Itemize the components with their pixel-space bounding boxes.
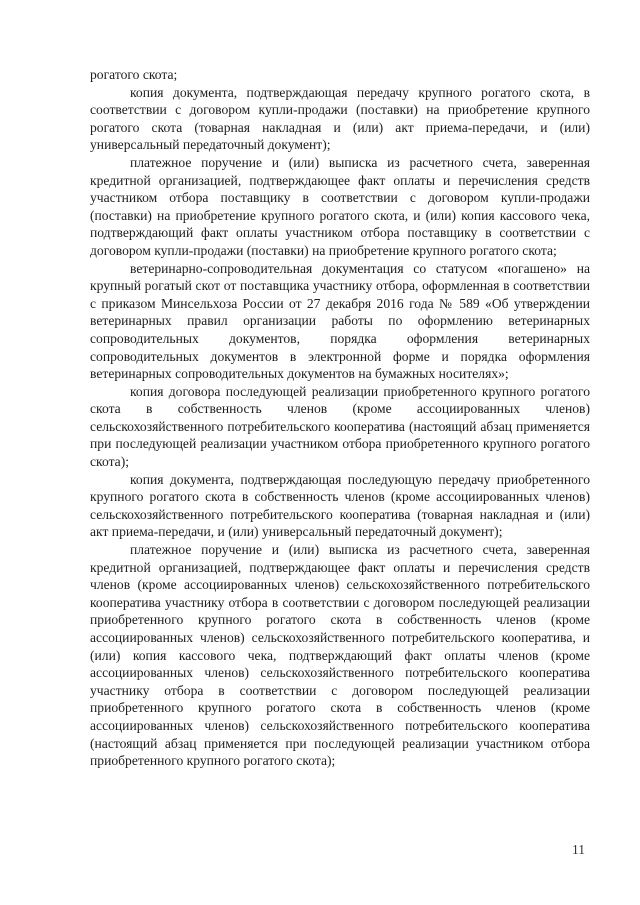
paragraph-resale-transfer: копия документа, подтверждающая последующую передачу приобретенного крупного рогатого скота в собственность членов (кроме ассоциированных членов) сельскохозяйственного потребительского кооператива (товарная накладная и (или) акт приема-передачи, и (или) универсальный передаточный документ); [90, 471, 590, 540]
paragraph-transfer-document: копия документа, подтверждающая передачу крупного рогатого скота, в соответствии с договором купли-продажи (поставки) на приобретение крупного рогатого скота (товарная накладная и (или) акт приема-передачи, и (или) универсальный передаточный документ); [90, 84, 590, 153]
paragraph-veterinary-docs: ветеринарно-сопроводительная документация со статусом «погашено» на крупный рогатый скот от поставщика участнику отбора, оформленная в соответствии с приказом Минсельхоза России от 27 декабря 2016 года № 589 «Об утверждении ветеринарных правил организации работы по оформлению ветеринарных сопроводительных документов, порядка оформления ветеринарных сопроводительных документов в электронной форме и порядка оформления ветеринарных сопроводительных документов на бумажных носителях»; [90, 260, 590, 382]
page-number: 11 [572, 842, 585, 857]
paragraph-resale-contract: копия договора последующей реализации приобретенного крупного рогатого скота в собственность членов (кроме ассоциированных членов) сельскохозяйственного потребительского кооператива (настоящий абзац применяется при последующей реализации участником отбора приобретенного крупного рогатого скота); [90, 383, 590, 470]
paragraph-payment-order: платежное поручение и (или) выписка из расчетного счета, заверенная кредитной организацией, подтверждающее факт оплаты и перечисления средств участником отбора поставщику в соответствии с договором купли-продажи (поставки) на приобретение крупного рогатого скота, и (или) копия кассового чека, подтверждающий факт оплаты участником отбора поставщику в соответствии с договором купли-продажи (поставки) на приобретение крупного рогатого скота; [90, 154, 590, 258]
paragraph-continuation: рогатого скота; [90, 67, 178, 82]
paragraph-resale-payment: платежное поручение и (или) выписка из расчетного счета, заверенная кредитной организацией, подтверждающее факт оплаты и перечисления средств членов (кроме ассоциированных членов) сельскохозяйственного потребительского кооператива участнику отбора в соответствии с договором последующей реализации приобретенного крупного рогатого скота в собственность членов (кроме ассоциированных членов) сельскохозяйственного потребительского кооператива, и (или) копия кассового чека, подтверждающий факт оплаты членов (кроме ассоциированных членов) сельскохозяйственного потребительского кооператива участнику отбора в соответствии с договором последующей реализации приобретенного крупного рогатого скота в собственность членов (кроме ассоциированных членов) сельскохозяйственного потребительского кооператива (настоящий абзац применяется при последующей реализации участником отбора приобретенного крупного рогатого скота); [90, 542, 590, 769]
document-body [90, 66, 590, 770]
